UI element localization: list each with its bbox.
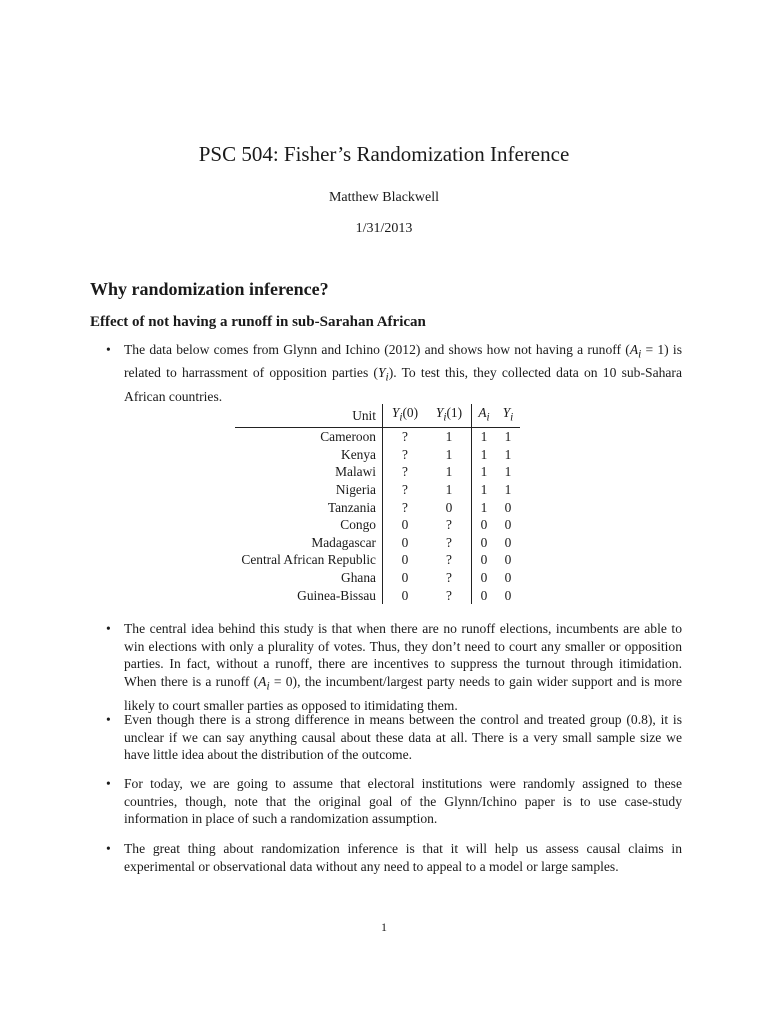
bullet-text: Even though there is a strong difference in means between the control and treated group (0.8), it is unclear if we can say anything causal about these data at all. There is a very small sample size we have little idea about the distribution of the outcome. <box>124 712 682 763</box>
cell-unit: Ghana <box>341 570 376 586</box>
cell-a: 0 <box>472 569 497 587</box>
cell-y1: ? <box>446 552 452 568</box>
cell-y: 0 <box>504 499 512 515</box>
cell-a: 0 <box>472 551 497 569</box>
cell-a: 1 <box>472 481 497 499</box>
cell-y: 1 <box>504 446 512 462</box>
cell-y1: 1 <box>445 446 453 462</box>
bullet-icon: • <box>106 712 111 727</box>
cell-y: 0 <box>504 517 512 533</box>
cell-a: 0 <box>472 534 497 552</box>
cell-a: 1 <box>472 428 497 446</box>
bullet-text: The data below comes from Glynn and Ichino (2012) and shows how not having a runoff $(A_i = 1)$ is related to harrassment of opposition parties $(Y_i)$. To test this, they collected data on 10 sub-Sahara African countries. <box>124 342 682 404</box>
cell-unit: Nigeria <box>335 482 376 498</box>
column-header-y: $Y_i$ <box>496 404 520 428</box>
table-row <box>235 481 520 499</box>
table-row <box>235 569 520 587</box>
bullet-icon: • <box>106 621 111 636</box>
cell-a: 1 <box>472 446 497 464</box>
bullet-item-1 <box>106 341 682 406</box>
cell-a: 0 <box>472 587 497 605</box>
column-header-unit: Unit <box>235 404 383 428</box>
document-author: Matthew Blackwell <box>328 190 440 205</box>
table-row <box>235 516 520 534</box>
page-number: 1 <box>381 920 387 934</box>
bullet-icon: • <box>106 776 111 791</box>
table-row <box>235 499 520 517</box>
bullet-item-2 <box>106 620 682 714</box>
cell-y0: ? <box>383 463 428 481</box>
cell-unit: Cameroon <box>320 429 376 445</box>
cell-y0: 0 <box>383 587 428 605</box>
cell-y: 0 <box>504 534 512 550</box>
cell-y0: 0 <box>383 516 428 534</box>
bullet-item-4 <box>106 775 682 828</box>
cell-a: 0 <box>472 516 497 534</box>
cell-y: 1 <box>504 464 512 480</box>
bullet-item-5 <box>106 840 682 875</box>
cell-unit: Congo <box>340 517 376 533</box>
section-heading: Why randomization inference? <box>90 279 329 299</box>
cell-unit: Kenya <box>341 446 376 462</box>
table-row <box>235 428 520 446</box>
table-header-row <box>235 404 520 428</box>
cell-y1: ? <box>446 517 452 533</box>
cell-unit: Malawi <box>335 464 376 480</box>
table-row <box>235 551 520 569</box>
cell-y: 1 <box>504 482 512 498</box>
column-header-y0: $Y_i(0)$ <box>383 404 428 428</box>
data-table <box>235 404 520 604</box>
bullet-item-3 <box>106 711 682 764</box>
cell-y0: ? <box>383 481 428 499</box>
bullet-icon: • <box>106 342 111 357</box>
table-row <box>235 463 520 481</box>
subsection-heading: Effect of not having a runoff in sub-Sarahan African <box>90 314 426 330</box>
cell-y: 0 <box>504 587 512 603</box>
cell-unit: Guinea-Bissau <box>297 587 376 603</box>
cell-a: 1 <box>472 463 497 481</box>
document-date: 1/31/2013 <box>355 221 413 236</box>
cell-y0: 0 <box>383 534 428 552</box>
cell-y1: 1 <box>445 482 453 498</box>
cell-y: 1 <box>504 429 512 445</box>
table-row <box>235 587 520 605</box>
document-title: PSC 504: Fisher’s Randomization Inference <box>198 142 570 166</box>
cell-unit: Central African Republic <box>241 552 376 568</box>
cell-y0: ? <box>383 446 428 464</box>
column-header-y1: $Y_i(1)$ <box>427 404 472 428</box>
cell-y1: 0 <box>445 499 453 515</box>
table-row <box>235 446 520 464</box>
cell-y0: ? <box>383 499 428 517</box>
cell-y0: 0 <box>383 569 428 587</box>
bullet-text: For today, we are going to assume that electoral institutions were randomly assigned to these countries, though, note that the original goal of the Glynn/Ichino paper is to use case-study information in place of such a randomization assumption. <box>124 776 682 827</box>
cell-unit: Madagascar <box>311 534 376 550</box>
bullet-icon: • <box>106 841 111 856</box>
cell-y0: ? <box>383 428 428 446</box>
bullet-text: The great thing about randomization inference is that it will help us assess causal claims in experimental or observational data without any need to appeal to a model or large samples. <box>124 841 682 874</box>
cell-unit: Tanzania <box>327 499 376 515</box>
table-row <box>235 534 520 552</box>
cell-y0: 0 <box>383 551 428 569</box>
cell-y: 0 <box>504 570 512 586</box>
cell-y1: 1 <box>445 464 453 480</box>
cell-y1: ? <box>446 570 452 586</box>
cell-y1: ? <box>446 587 452 603</box>
cell-y: 0 <box>504 552 512 568</box>
cell-y1: 1 <box>445 429 453 445</box>
cell-y1: ? <box>446 534 452 550</box>
column-header-a: $A_i$ <box>472 404 497 428</box>
bullet-text: The central idea behind this study is that when there are no runoff elections, incumbents are able to win elections with only a plurality of votes. Thus, they don’t need to court any smaller or opposition parties. In fact, without a runoff, there are incentives to suppress the turnout through itimidation. When there is a runoff $(A_i = 0)$, the incumbent/largest party needs to gain wider support and is more likely to court smaller parties as opposed to itimidating them. <box>124 621 682 713</box>
cell-a: 1 <box>472 499 497 517</box>
